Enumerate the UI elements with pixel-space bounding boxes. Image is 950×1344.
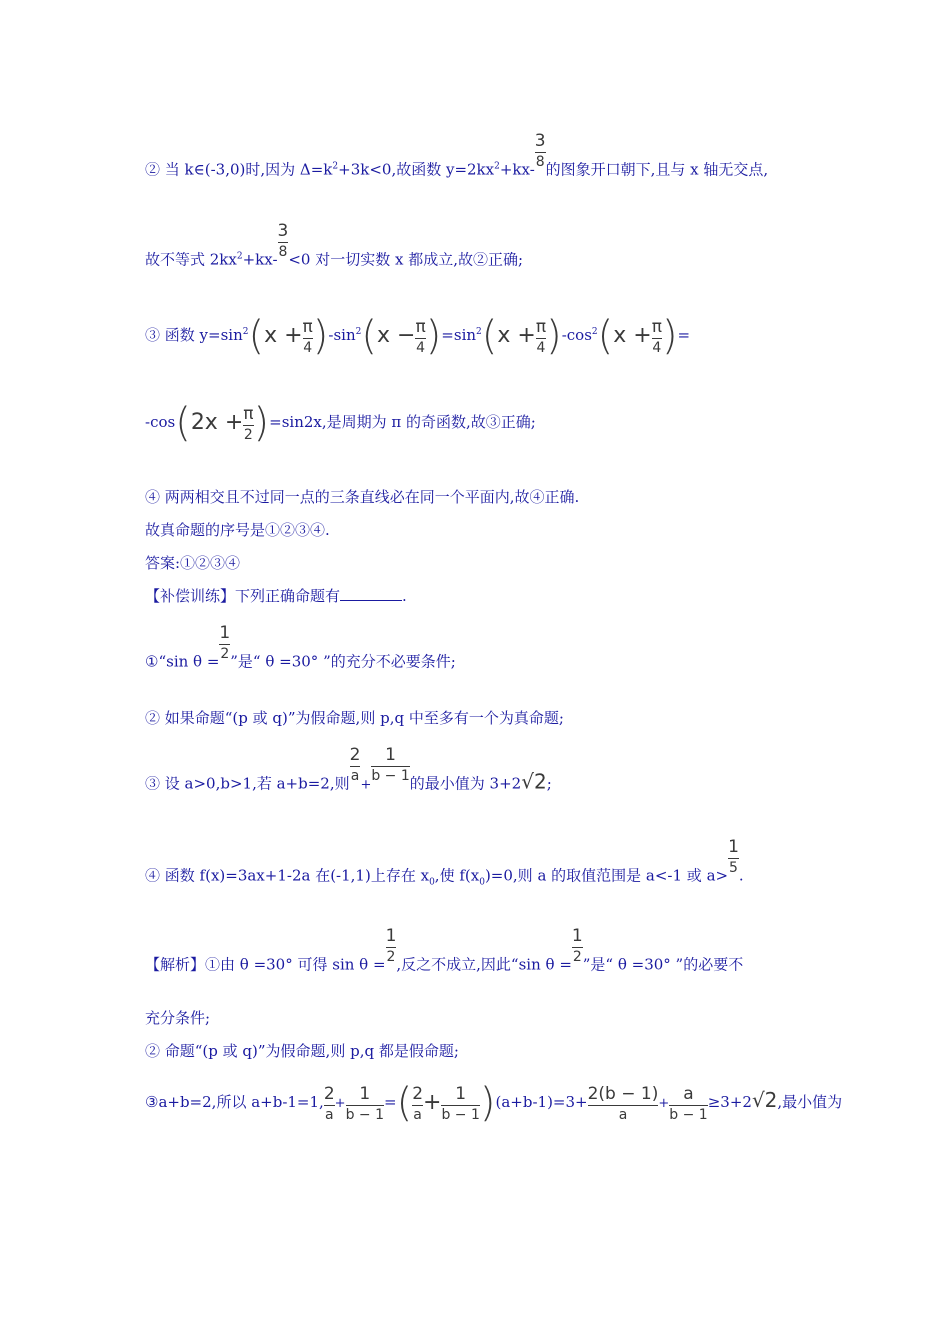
fraction-a-b-1: [669, 1083, 707, 1124]
numerator: 1: [359, 1083, 371, 1104]
fraction-1-5: [728, 836, 739, 877]
numerator: a: [683, 1083, 694, 1104]
analysis-2: ② 命题“(p 或 q)”为假命题,则 p,q 都是假命题;: [145, 1042, 459, 1060]
text: ≥3+2: [707, 1093, 752, 1111]
text: (a+b-1)=3+: [495, 1093, 588, 1111]
text: 的图象开口朝下,且与 x 轴无交点,: [545, 160, 769, 179]
plus-sign: +: [423, 1090, 442, 1115]
text: =: [384, 1093, 397, 1111]
denominator: 2: [220, 646, 230, 662]
left-paren: (: [396, 1080, 413, 1126]
text: +3k<0,故函数 y=2kx: [338, 160, 495, 179]
text: =sin: [441, 326, 477, 344]
numerator: π: [415, 316, 426, 337]
numerator: π: [243, 403, 254, 424]
superscript: 2: [355, 327, 362, 337]
denominator: b − 1: [345, 1106, 384, 1123]
right-paren: ): [546, 313, 562, 359]
numerator: 2: [323, 1083, 335, 1104]
fraction-2-a: [324, 1083, 335, 1124]
denominator: a: [588, 1105, 659, 1124]
text: ,最小值为: [777, 1093, 843, 1111]
expr: 2x +: [190, 410, 244, 435]
superscript: 2: [236, 251, 243, 262]
denominator: 4: [652, 339, 662, 356]
subscript-0: 0: [429, 877, 435, 888]
numerator: 2(b − 1): [587, 1083, 659, 1104]
denominator: b − 1: [371, 768, 410, 784]
fraction-1-b-1: [371, 744, 409, 785]
fraction-2b-1-a: [588, 1083, 659, 1124]
analysis-3: [145, 1076, 842, 1128]
denominator: 2: [243, 426, 253, 443]
fraction-1-2: [386, 925, 397, 966]
fraction-1-2: [219, 622, 230, 663]
numerator: 1: [571, 926, 583, 946]
proposition-1: [145, 623, 456, 683]
numerator: π: [535, 316, 547, 337]
text: ② 当 k∈(-3,0)时,因为 Δ=k: [145, 160, 333, 179]
sqrt-2: √2: [751, 1088, 778, 1112]
denominator: 4: [536, 339, 546, 356]
text: -cos: [145, 413, 176, 431]
proposition-3: [145, 745, 552, 805]
proposition-2: ② 如果命题“(p 或 q)”为假命题,则 p,q 中至多有一个为真命题;: [145, 709, 564, 727]
text: ”是“ θ =30° ”的必要不: [582, 955, 744, 974]
right-paren: ): [312, 313, 329, 359]
solution-step-3: [145, 308, 690, 360]
fraction-2-a: [412, 1083, 423, 1124]
superscript: 2: [242, 327, 249, 337]
right-paren: ): [479, 1080, 496, 1126]
text: +kx-: [242, 250, 278, 269]
text: ③ 函数 y=sin: [145, 326, 243, 344]
expr: x +: [497, 323, 536, 348]
left-paren: (: [481, 313, 498, 359]
numerator: 2: [349, 745, 361, 765]
denominator: 2: [572, 949, 582, 965]
left-paren: (: [248, 313, 265, 359]
numerator: 3: [534, 131, 546, 151]
text: .: [738, 866, 744, 885]
true-propositions: 故真命题的序号是①②③④.: [145, 521, 330, 539]
left-paren: (: [175, 400, 191, 446]
fraction-pi-2: [243, 403, 253, 444]
text: )=0,则 a 的取值范围是 a<-1 或 a>: [484, 866, 729, 885]
denominator: 2: [386, 949, 396, 965]
denominator: a: [350, 768, 360, 784]
solution-step-2: [145, 131, 769, 191]
text: ③ 设 a>0,b>1,若 a+b=2,则: [145, 774, 350, 793]
superscript: 2: [591, 327, 598, 337]
denominator: a: [413, 1106, 422, 1123]
analysis-1-cont: 充分条件;: [145, 1009, 211, 1027]
fraction-1-b-1: [346, 1083, 384, 1124]
text: 故不等式 2kx: [145, 250, 237, 269]
fraction-3-8: [278, 220, 289, 261]
fraction-pi-4: [652, 316, 662, 357]
sqrt-2: √2: [521, 769, 547, 794]
denominator: b − 1: [669, 1106, 708, 1123]
plus-sign: +: [334, 1096, 346, 1111]
text: ④ 函数 f(x)=3ax+1-2a 在(-1,1)上存在 x: [145, 866, 430, 885]
text: 【解析】①由 θ =30° 可得 sin θ =: [145, 955, 386, 974]
fraction-pi-4: [303, 316, 313, 357]
text: ③a+b=2,所以 a+b-1=1,: [145, 1093, 324, 1111]
fraction-1-2: [572, 925, 583, 966]
answer-line: 答案:①②③④: [145, 554, 241, 572]
fraction-pi-4: [415, 316, 425, 357]
answer-blank[interactable]: [340, 586, 402, 601]
denominator: 4: [416, 339, 426, 356]
denominator: b − 1: [441, 1106, 480, 1123]
text: ,反之不成立,因此“sin θ =: [396, 955, 572, 974]
solution-step-2-cont: [145, 221, 524, 281]
text: <0 对一切实数 x 都成立,故②正确;: [288, 250, 524, 269]
text: .: [402, 587, 407, 605]
solution-step-3-cont: [145, 398, 536, 447]
denominator: 8: [278, 244, 288, 260]
superscript: 2: [332, 161, 339, 172]
numerator: 1: [385, 745, 396, 765]
text: =: [677, 326, 691, 344]
numerator: 1: [728, 837, 739, 857]
right-paren: ): [661, 313, 678, 359]
right-paren: ): [425, 313, 442, 359]
denominator: a: [324, 1106, 334, 1123]
plus-sign: +: [658, 1096, 670, 1111]
supplementary-training-title: [145, 586, 407, 606]
fraction-3-8: [535, 130, 546, 171]
solution-step-4: ④ 两两相交且不过同一点的三条直线必在同一个平面内,故④正确.: [145, 488, 580, 506]
denominator: 5: [729, 860, 738, 876]
subscript-0: 0: [479, 877, 485, 888]
analysis-1: [145, 926, 744, 986]
fraction-1-b-1: [441, 1083, 479, 1124]
numerator: 3: [277, 221, 289, 241]
proposition-4: [145, 837, 744, 897]
denominator: 4: [303, 339, 313, 356]
superscript: 2: [494, 161, 500, 172]
fraction-2-a: [350, 744, 361, 785]
numerator: π: [651, 316, 662, 337]
numerator: 1: [455, 1083, 467, 1104]
expr: x +: [264, 323, 303, 348]
fraction-pi-4: [536, 316, 546, 357]
text: -sin: [328, 326, 356, 344]
left-paren: (: [597, 313, 614, 359]
denominator: 8: [535, 154, 545, 170]
text: ;: [546, 774, 552, 793]
text: +kx-: [499, 160, 535, 179]
text: =sin2x,是周期为 π 的奇函数,故③正确;: [269, 413, 536, 431]
numerator: 2: [412, 1083, 424, 1104]
right-paren: ): [253, 400, 270, 446]
left-paren: (: [361, 313, 377, 359]
numerator: π: [302, 316, 313, 337]
plus-sign: +: [360, 777, 372, 793]
text: 【补偿训练】下列正确命题有: [145, 587, 341, 605]
text: -cos: [561, 326, 592, 344]
expr: x +: [613, 323, 652, 348]
numerator: 1: [219, 623, 231, 643]
text: ①“sin θ =: [145, 652, 220, 671]
text: ”是“ θ =30° ”的充分不必要条件;: [230, 652, 456, 671]
text: 的最小值为 3+2: [409, 774, 522, 793]
numerator: 1: [385, 926, 397, 946]
text: ,使 f(x: [434, 866, 480, 885]
superscript: 2: [476, 327, 482, 337]
expr: x −: [376, 323, 416, 348]
